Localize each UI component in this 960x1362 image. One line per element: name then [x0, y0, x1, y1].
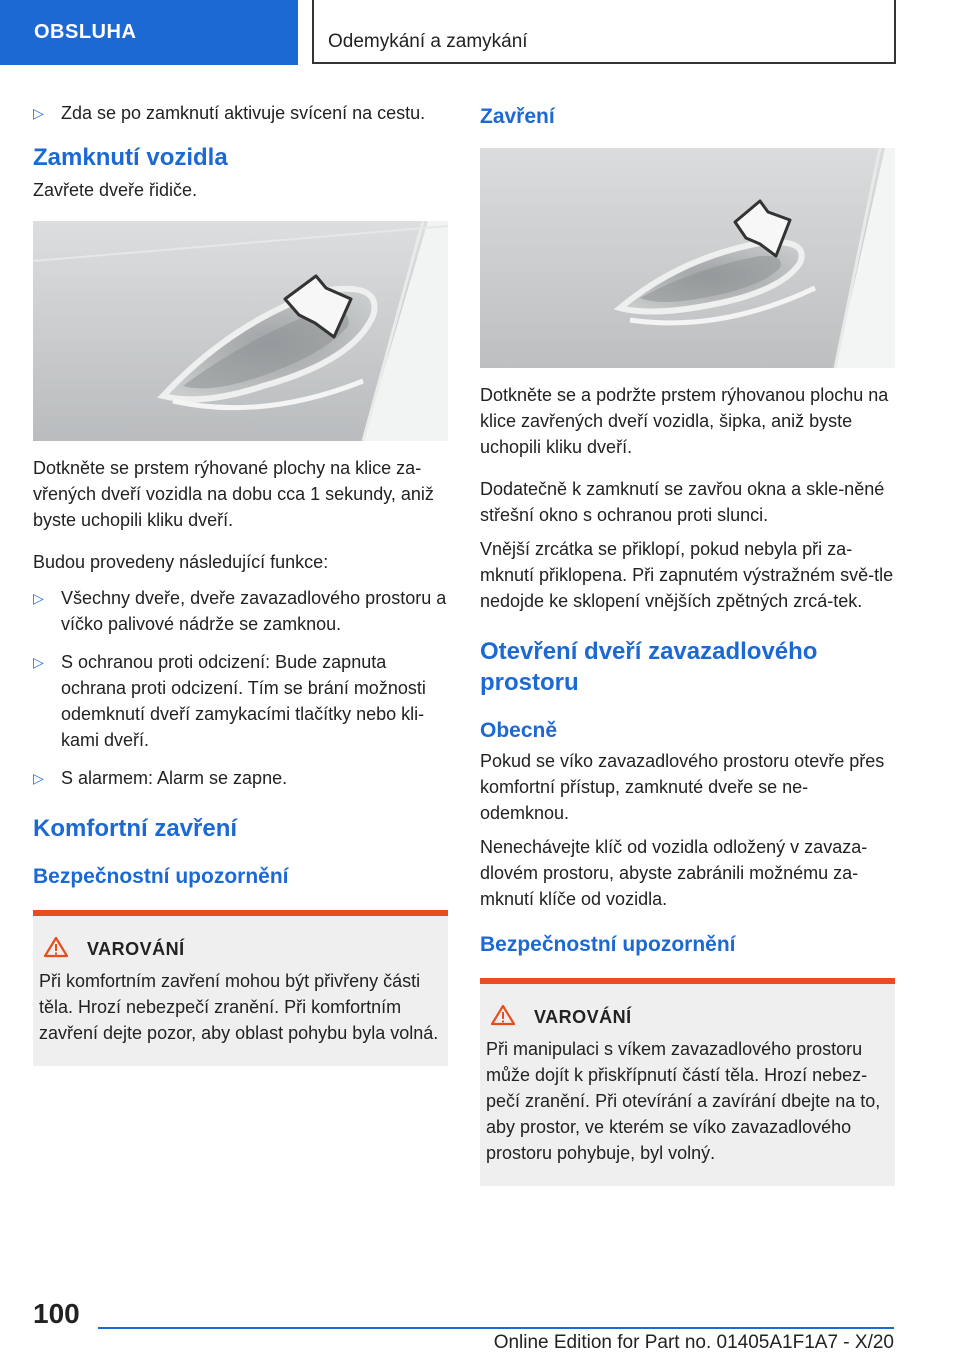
warning-title	[39, 936, 440, 960]
right-column	[480, 100, 895, 1186]
heading-safety-notes: Bezpečnostní upozornění	[480, 933, 736, 956]
warning-box	[33, 910, 448, 1066]
paragraph: Zavřete dveře řidiče.	[33, 180, 198, 200]
triangle-bullet-icon: ▷	[33, 654, 44, 670]
paragraph: Dotkněte se prstem rýhované plochy na klice za‐vřených dveří vozidla na dobu cca 1 sekundy, aniž byste uchopili kliku dveří.	[33, 458, 434, 530]
warning-triangle-icon	[490, 1004, 516, 1026]
left-column	[33, 100, 448, 1066]
edition-text: Online Edition for Part no. 01405A1F1A7 - X/20	[493, 1332, 894, 1353]
heading-comfort-close: Komfortní zavření	[33, 815, 238, 842]
functions-list	[33, 585, 448, 791]
section-tab[interactable]: OBSLUHA	[0, 0, 298, 65]
chapter-title: Odemykání a zamykání	[312, 0, 896, 64]
door-handle-close-image	[480, 148, 895, 368]
warning-title-text: VAROVÁNÍ	[87, 939, 185, 959]
paragraph: Vnější zrcátka se přiklopí, pokud nebyla při za‐mknutí přiklopena. Při zapnutém výstražném svě‐tle nedojde ke sklopení vnějších zpětných zrcá‐tek.	[480, 539, 894, 611]
list-item-text: S ochranou proti odcizení: Bude zapnuta ochrana proti odcizení. Tím se brání možnosti odemknutí dveří zamykacími tlačítky nebo kli‐kami dveří.	[61, 652, 426, 750]
list-item	[33, 649, 448, 753]
list-item	[33, 765, 448, 791]
triangle-bullet-icon: ▷	[33, 770, 44, 786]
list-item	[33, 100, 448, 126]
heading-close: Zavření	[480, 105, 555, 128]
warning-text: Při komfortním zavření mohou být přivřeny části těla. Hrozí nebezpečí zranění. Při komfortním zavření dejte pozor, aby oblast pohybu byla volná.	[39, 971, 439, 1043]
heading-open-trunk: Otevření dveří zavazadlového prostoru	[480, 638, 818, 696]
list-item	[33, 585, 448, 637]
heading-safety-notes: Bezpečnostní upozornění	[33, 865, 289, 888]
list-item-text: Zda se po zamknutí aktivuje svícení na cestu.	[61, 103, 426, 123]
warning-title	[486, 1004, 887, 1028]
paragraph: Pokud se víko zavazadlového prostoru otevře přes komfortní přístup, zamknuté dveře se ne‐odemknou.	[480, 751, 885, 823]
bullet-list-top	[33, 100, 448, 126]
list-item-text: S alarmem: Alarm se zapne.	[61, 768, 288, 788]
footer-divider	[98, 1327, 894, 1329]
triangle-bullet-icon: ▷	[33, 590, 44, 606]
warning-text: Při manipulaci s víkem zavazadlového prostoru může dojít k přiskřípnutí částí těla. Hrozí nebez‐pečí zranění. Při otevírání a zavírání dbejte na to, aby prostor, ve kterém se víko zavazadlového prostoru pohybuje, byl volný.	[486, 1039, 881, 1163]
paragraph: Nenechávejte klíč od vozidla odložený v zavaza‐dlovém prostoru, abyste zabránili možnému za‐mknutí klíče od vozidla.	[480, 837, 868, 909]
warning-triangle-icon	[43, 936, 69, 958]
paragraph: Dotkněte se a podržte prstem rýhovanou plochu na klice zavřených dveří vozidla, šipka, aniž byste uchopili kliku dveří.	[480, 385, 889, 457]
list-item-text: Všechny dveře, dveře zavazadlového prostoru a víčko palivové nádrže se zamknou.	[61, 588, 447, 634]
door-handle-lock-image	[33, 221, 448, 441]
paragraph: Budou provedeny následující funkce:	[33, 552, 329, 572]
heading-general: Obecně	[480, 719, 558, 742]
page-number: 100	[33, 1298, 80, 1329]
warning-box	[480, 978, 895, 1186]
warning-title-text: VAROVÁNÍ	[534, 1007, 632, 1027]
triangle-bullet-icon: ▷	[33, 105, 44, 121]
heading-lock-vehicle: Zamknutí vozidla	[33, 144, 228, 171]
paragraph: Dodatečně k zamknutí se zavřou okna a skle‐něné střešní okno s ochranou proti slunci.	[480, 479, 885, 525]
